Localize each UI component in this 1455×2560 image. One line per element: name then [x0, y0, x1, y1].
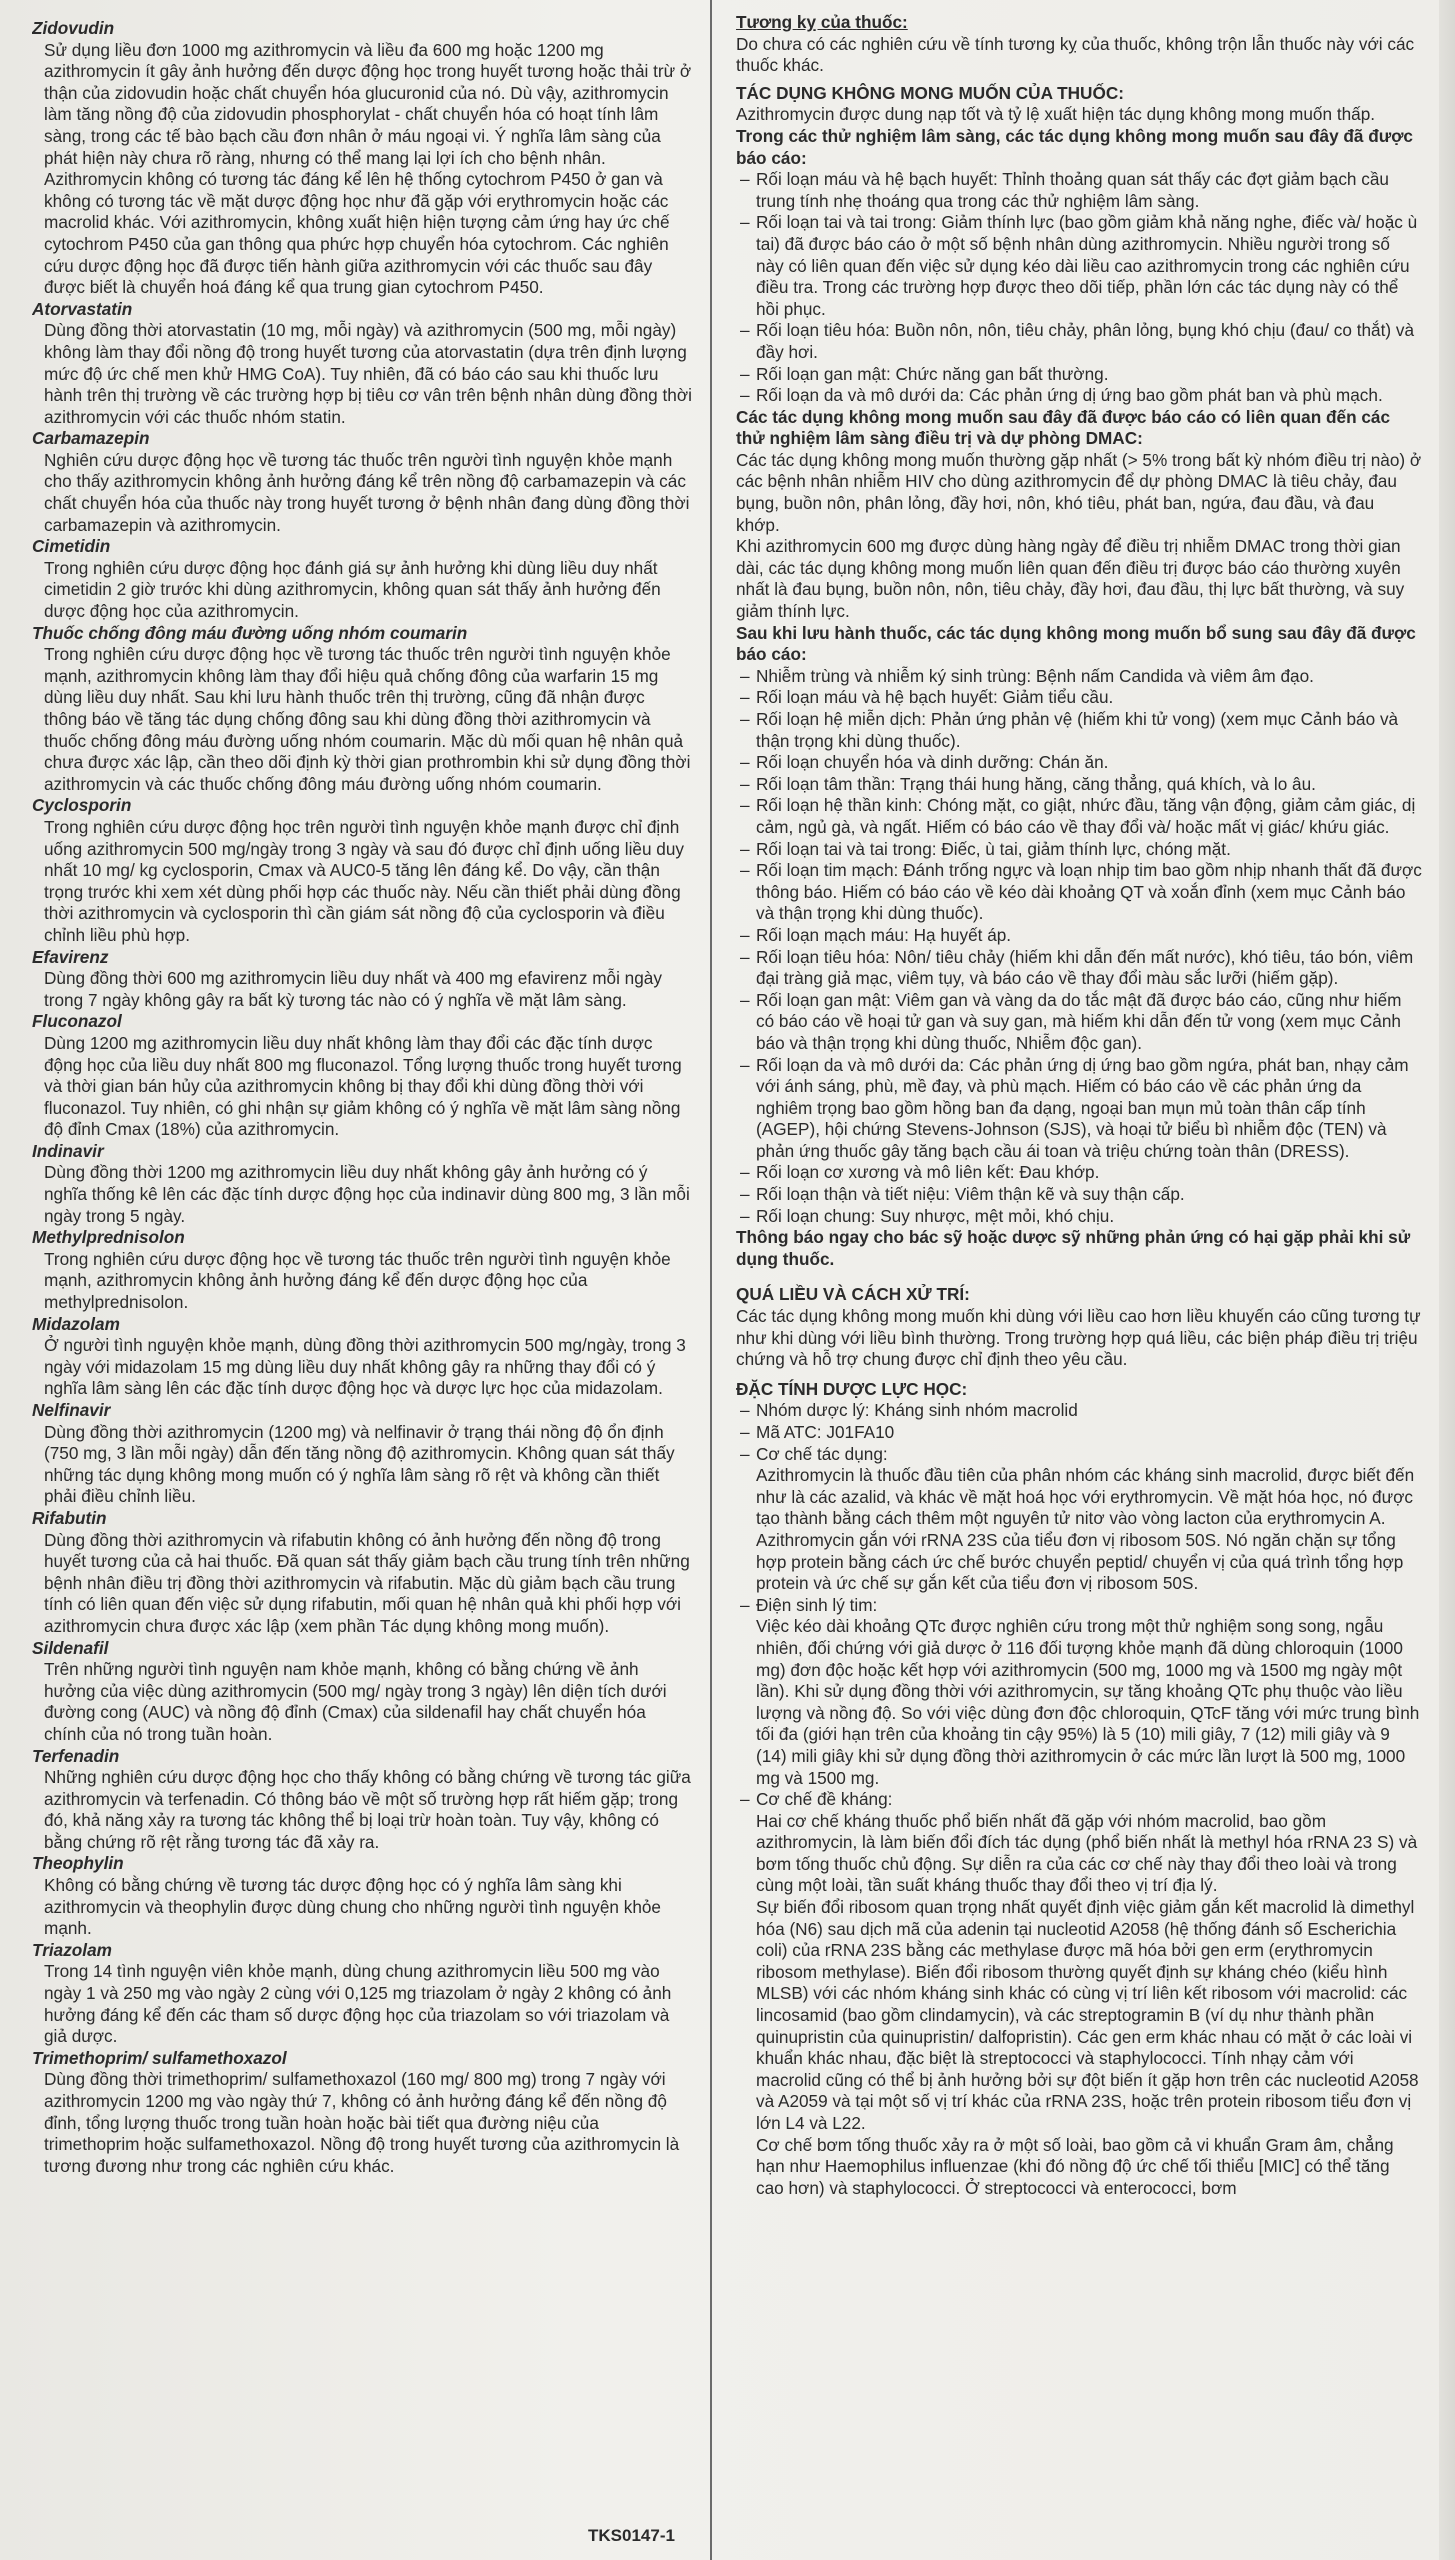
dmac-subheading: Các tác dụng không mong muốn sau đây đã được báo cáo có liên quan đến các thử nghiệm lâm sàng điều trị và dự phòng DMAC:	[736, 406, 1391, 449]
dmac-text-1: Các tác dụng không mong muốn thường gặp nhất (> 5% trong bất kỳ nhóm điều trị nào) ở các bệnh nhân nhiễm HIV cho dùng azithromycin để dự phòng DMAC là tiêu chảy, đau bụng, buồn nôn, phân lỏng, đầy hơi, nôn, khó tiêu, phát ban, ngứa, đau đầu, và đau khớp.	[736, 449, 1422, 535]
drug-text: Dùng đồng thời 600 mg azithromycin liều duy nhất và 400 mg efavirenz mỗi ngày trong 7 ngày không gây ra bất kỳ tương tác nào có ý nghĩa về mặt lâm sàng.	[44, 968, 662, 1010]
drug-text: Không có bằng chứng về tương tác dược động học có ý nghĩa lâm sàng khi azithromycin và theophylin được dùng chung cho những người tình nguyện khỏe mạnh.	[44, 1875, 661, 1939]
adverse-effects-intro: Azithromycin được dung nạp tốt và tỷ lệ xuất hiện tác dụng không mong muốn thấp.	[736, 104, 1376, 125]
drug-heading: Carbamazepin	[32, 428, 150, 449]
interaction-midazolam	[32, 1314, 692, 1400]
interaction-trimethoprim	[32, 2048, 692, 2178]
list-item: – Rối loạn da và mô dưới da: Các phản ứng dị ứng bao gồm phát ban và phù mạch.	[736, 385, 1422, 407]
list-item: – Nhóm dược lý: Kháng sinh nhóm macrolid	[736, 1400, 1422, 1422]
drug-heading: Cyclosporin	[32, 795, 132, 816]
electrophysiology-text: Việc kéo dài khoảng QTc được nghiên cứu trong một thử nghiệm song song, ngẫu nhiên, đối chứng với giả dược ở 116 đối tượng khỏe mạnh đã dùng chloroquin (1000 mg) đơn độc hoặc kết hợp với azithromycin (500 mg, 1000 mg và 1500 mg ngày một lần). Khi sử dụng đồng thời với azithromycin, sự tăng khoảng QTc phụ thuộc vào liều lượng và nồng độ. So với việc dùng đơn độc chloroquin, QTcF tăng với mức trung bình tối đa (giới hạn trên của khoảng tin cậy 95%) là 5 (10) mili giây, 7 (12) mili giây và 9 (14) mili giây khi sử dụng đồng thời azithromycin ở các mức lần lượt là 500 mg, 1000 mg và 1500 mg.	[756, 1616, 1420, 1788]
drug-heading: Sildenafil	[32, 1637, 109, 1658]
list-item: – Rối loạn thận và tiết niệu: Viêm thận kẽ và suy thận cấp.	[736, 1184, 1422, 1206]
interaction-cyclosporin	[32, 795, 692, 946]
drug-heading: Triazolam	[32, 1939, 112, 1960]
drug-heading: Indinavir	[32, 1140, 104, 1161]
drug-heading: Theophylin	[32, 1853, 124, 1874]
document-code: TKS0147-1	[588, 2526, 675, 2545]
list-item: – Rối loạn tai và tai trong: Điếc, ù tai, giảm thính lực, chóng mặt.	[736, 839, 1422, 861]
resistance-text-1: Hai cơ chế kháng thuốc phổ biến nhất đã gặp với nhóm macrolid, bao gồm azithromycin, là làm biến đổi đích tác dụng (phổ biến nhất là methyl hóa rRNA 23 S) và bơm tống thuốc chủ động. Sự diễn ra của các cơ chế này thay đổi theo loài và trong cùng một loài, tần suất kháng thuốc thay đổi theo vị trí địa lý.	[756, 1810, 1418, 1896]
list-item: – Rối loạn da và mô dưới da: Các phản ứng dị ứng bao gồm ngứa, phát ban, nhạy cảm với ánh sáng, phù, mề đay, và phù mạch. Hiếm có báo cáo về các phản ứng da nghiêm trọng bao gồm hồng ban đa dạng, ngoại ban mụn mủ toàn thân cấp tính (AGEP), hội chứng Stevens-Johnson (SJS), và hoại tử biểu bì nhiễm độc (TEN) và phản ứng thuốc gây tăng bạch cầu ái toan và triệu chứng toàn thân (DRESS).	[736, 1055, 1422, 1163]
interaction-fluconazol	[32, 1011, 692, 1141]
resistance-text-3: Cơ chế bơm tống thuốc xảy ra ở một số loài, bao gồm cả vi khuẩn Gram âm, chẳng hạn như Haemophilus influenzae (khi đó nồng độ ức chế tối thiểu [MIC] có thể tăng cao hơn) và staphylococci. Ở streptococci và enterococci, bơm	[756, 2134, 1394, 2198]
interaction-atorvastatin	[32, 299, 692, 429]
pharmacodynamics-heading: ĐẶC TÍNH DƯỢC LỰC HỌC:	[736, 1378, 968, 1399]
drug-text: Trong 14 tình nguyện viên khỏe mạnh, dùng chung azithromycin liều 500 mg vào ngày 1 và 250 mg vào ngày 2 cùng với 0,125 mg triazolam ở ngày 2 không có ảnh hưởng đáng kể đến các tham số dược động học của triazolam so với triazolam và giả dược.	[44, 1961, 672, 2047]
adverse-effects-heading: TÁC DỤNG KHÔNG MONG MUỐN CỦA THUỐC:	[736, 82, 1124, 103]
electrophysiology-list	[736, 1595, 1422, 1617]
drug-heading: Terfenadin	[32, 1745, 120, 1766]
drug-text: Trong nghiên cứu dược động học về tương tác thuốc trên người tình nguyện khỏe mạnh, azithromycin không ảnh hưởng đáng kể đến dược động học của methylprednisolon.	[44, 1248, 671, 1313]
drug-text: Dùng đồng thời 1200 mg azithromycin liều duy nhất không gây ảnh hưởng có ý nghĩa thống kê lên các đặc tính dược động học của indinavir dùng 800 mg, 3 lần mỗi ngày trong 5 ngày.	[44, 1162, 690, 1226]
mechanism-text-1: Azithromycin là thuốc đầu tiên của phân nhóm các kháng sinh macrolid, được biết đến như là các azalid, và khác về mặt hoá học với erythromycin. Về mặt hóa học, nó được tạo thành bằng cách thêm một nguyên tử nitơ vào vòng lacton của erythromycin A.	[756, 1465, 1415, 1529]
column-divider	[710, 0, 712, 2560]
drug-heading: Trimethoprim/ sulfamethoxazol	[32, 2047, 287, 2068]
resistance-text-2: Sự biến đổi ribosom quan trọng nhất quyết định việc giảm gắn kết macrolid là dimethyl hóa (N6) sau dịch mã của adenin tại nucleotid A2058 (hệ thống đánh số Escherichia coli) của rRNA 23S bằng các methylase được mã hóa bởi gen erm (erythromycin ribosom methylase). Biến đổi ribosom thường quyết định sự kháng chéo (kiểu hình MLSB) với các nhóm kháng sinh khác có cùng vị trí liên kết ribosom với macrolid: các lincosamid (bao gồm clindamycin), và các streptogramin B (ví dụ như thành phần quinupristin của quinupristin/ dalfopristin). Các gen erm khác nhau có mặt ở các loài vi khuẩn khác nhau, đặc biệt là streptococci và staphylococci. Tính nhạy cảm với macrolid cũng có thể bị ảnh hưởng bởi sự đột biến ít gặp hơn trên các nucleotid A2058 và A2059 và tại một số vị trí khác của rRNA 23S, hoặc trên protein ribosom tiểu đơn vị lớn L4 và L22.	[756, 1897, 1419, 2133]
resistance-list	[736, 1789, 1422, 1811]
list-item: – Rối loạn tiêu hóa: Nôn/ tiêu chảy (hiếm khi dẫn đến mất nước), khó tiêu, táo bón, viêm đại tràng giả mạc, viêm tụy, và báo cáo về thay đổi màu sắc lưỡi (hiếm gặp).	[736, 947, 1422, 990]
drug-heading: Zidovudin	[32, 18, 115, 38]
drug-heading: Rifabutin	[32, 1507, 107, 1528]
drug-text: Dùng đồng thời trimethoprim/ sulfamethoxazol (160 mg/ 800 mg) trong 7 ngày với azithromycin 1200 mg vào ngày thứ 7, không có ảnh hưởng đáng kể đến nồng độ đỉnh, tổng lượng thuốc trong tuần hoàn hoặc bài tiết qua đường niệu của trimethoprim hoặc sulfamethoxazol. Nồng độ trong huyết tương của azithromycin là tương đương như trong các nghiên cứu khác.	[44, 2069, 680, 2176]
left-column	[32, 18, 692, 2508]
list-item: – Rối loạn chuyển hóa và dinh dưỡng: Chán ăn.	[736, 752, 1422, 774]
drug-text: Dùng 1200 mg azithromycin liều duy nhất không làm thay đổi các đặc tính dược động học của liều duy nhất 800 mg fluconazol. Tổng lượng thuốc trong huyết tương và thời gian bán hủy của azithromycin không bị thay đổi khi dùng đồng thời với fluconazol. Tuy nhiên, có ghi nhận sự giảm không có ý nghĩa về mặt lâm sàng nồng độ đỉnh Cmax (18%) của azithromycin.	[44, 1032, 682, 1140]
list-item: – Rối loạn gan mật: Viêm gan và vàng da do tắc mật đã được báo cáo, cũng như hiếm có báo cáo về hoại tử gan và suy gan, mà hiếm khi dẫn đến tử vong (xem mục Cảnh báo và thận trọng khi dùng thuốc, Nhiễm độc gan).	[736, 990, 1422, 1055]
list-item: – Rối loạn máu và hệ bạch huyết: Thỉnh thoảng quan sát thấy các đợt giảm bạch cầu trung tính nhẹ thoáng qua trong các thử nghiệm lâm sàng.	[736, 169, 1422, 212]
drug-text: Những nghiên cứu dược động học cho thấy không có bằng chứng về tương tác giữa azithromycin và terfenadin. Có thông báo về một số trường hợp rất hiếm gặp; trong đó, khả năng xảy ra tương tác không thể bị loại trừ hoàn toàn. Tuy vậy, không có bằng chứng rõ rệt rằng tương tác đã xảy ra.	[44, 1767, 691, 1852]
pharmacodynamics-list	[736, 1400, 1422, 1465]
list-item: – Cơ chế tác dụng:	[736, 1444, 1422, 1466]
trials-list	[736, 169, 1422, 407]
interaction-cimetidin	[32, 536, 692, 622]
list-item: – Rối loạn máu và hệ bạch huyết: Giảm tiểu cầu.	[736, 687, 1422, 709]
interaction-sildenafil	[32, 1638, 692, 1746]
drug-text: Trong nghiên cứu dược động học về tương tác thuốc trên người tình nguyện khỏe mạnh, azithromycin không làm thay đổi hiệu quả chống đông của warfarin 15 mg dùng liều duy nhất. Sau khi lưu hành thuốc trên thị trường, cũng đã nhận được thông báo về tăng tác dụng chống đông sau khi dùng đồng thời azithromycin và thuốc chống đông máu đường uống nhóm coumarin. Mặc dù mối quan hệ nhân quả chưa được xác lập, cần theo dõi định kỳ thời gian prothrombin khi sử dụng đồng thời azithromycin và các thuốc chống đông máu đường uống nhóm coumarin.	[44, 644, 691, 794]
incompatibility-text: Do chưa có các nghiên cứu về tính tương kỵ của thuốc, không trộn lẫn thuốc này với các thuốc khác.	[736, 33, 1415, 76]
incompatibility-heading: Tương kỵ của thuốc:	[736, 12, 908, 32]
notice-text: Thông báo ngay cho bác sỹ hoặc dược sỹ những phản ứng có hại gặp phải khi sử dụng thuốc.	[736, 1227, 1411, 1269]
interaction-efavirenz	[32, 947, 692, 1012]
overdose-heading: QUÁ LIỀU VÀ CÁCH XỬ TRÍ:	[736, 1284, 970, 1305]
drug-text: Dùng đồng thời atorvastatin (10 mg, mỗi ngày) và azithromycin (500 mg, mỗi ngày) không làm thay đổi nồng độ trong huyết tương của atorvastatin (dựa trên định lượng mức độ ức chế men khử HMG CoA). Tuy nhiên, đã có báo cáo sau khi thuốc lưu hành trên thị trường về các trường hợp bị tiêu cơ vân trên bệnh nhân dùng đồng thời azithromycin với các thuốc nhóm statin.	[44, 320, 692, 427]
interaction-indinavir	[32, 1141, 692, 1227]
interaction-methylprednisolon	[32, 1227, 692, 1313]
interaction-terfenadin	[32, 1746, 692, 1854]
right-column	[736, 12, 1422, 2547]
drug-text: Dùng đồng thời azithromycin (1200 mg) và nelfinavir ở trạng thái nồng độ ổn định (750 mg, 3 lần mỗi ngày) dẫn đến tăng nồng độ azithromycin. Không quan sát thấy những tác dụng không mong muốn có ý nghĩa lâm sàng rõ rệt và không cần thiết phải điều chỉnh liều.	[44, 1421, 675, 1507]
list-item: – Rối loạn hệ miễn dịch: Phản ứng phản vệ (hiếm khi tử vong) (xem mục Cảnh báo và thận trọng khi dùng thuốc).	[736, 709, 1422, 752]
interaction-rifabutin	[32, 1508, 692, 1638]
list-item: – Rối loạn mạch máu: Hạ huyết áp.	[736, 925, 1422, 947]
drug-heading: Thuốc chống đông máu đường uống nhóm coumarin	[32, 622, 468, 643]
page-edge	[1439, 0, 1455, 2560]
drug-heading: Methylprednisolon	[32, 1227, 185, 1248]
drug-text: Trong nghiên cứu dược động học đánh giá sự ảnh hưởng khi dùng liều duy nhất cimetidin 2 giờ trước khi dùng azithromycin, không quan sát thấy ảnh hưởng đến dược động học của azithromycin.	[44, 557, 661, 622]
list-item: – Nhiễm trùng và nhiễm ký sinh trùng: Bệnh nấm Candida và viêm âm đạo.	[736, 666, 1422, 688]
list-item: – Điện sinh lý tim:	[736, 1595, 1422, 1617]
interaction-triazolam	[32, 1940, 692, 2048]
drug-text: Trong nghiên cứu dược động học trên người tình nguyện khỏe mạnh được chỉ định uống azithromycin 500 mg/ngày trong 3 ngày và sau đó được chỉ định uống liều duy nhất 10 mg/ kg cyclosporin, Cmax và AUC0-5 tăng lên đáng kể. Do vậy, cần thận trọng trước khi xem xét dùng phối hợp các thuốc này. Nếu cần thiết phải dùng đồng thời azithromycin và cyclosporin thì cần giám sát nồng độ của cyclosporin và điều chỉnh liều phù hợp.	[44, 816, 685, 945]
interaction-carbamazepin	[32, 428, 692, 536]
list-item: – Rối loạn cơ xương và mô liên kết: Đau khớp.	[736, 1162, 1422, 1184]
postmarketing-list	[736, 666, 1422, 1227]
interaction-nelfinavir	[32, 1400, 692, 1508]
list-item: – Mã ATC: J01FA10	[736, 1422, 1422, 1444]
drug-text: Dùng đồng thời azithromycin và rifabutin không có ảnh hưởng đến nồng độ trong huyết tương của cả hai thuốc. Đã quan sát thấy giảm bạch cầu trung tính trên những bệnh nhân điều trị đồng thời azithromycin và rifabutin. Mặc dù giảm bạch cầu trung tính có liên quan đến việc sử dụng rifabutin, mối quan hệ nhân quả khi phối hợp với azithromycin chưa được xác lập (xem phần Tác dụng không mong muốn).	[44, 1529, 690, 1636]
drug-heading: Midazolam	[32, 1313, 120, 1334]
dmac-text-2: Khi azithromycin 600 mg được dùng hàng ngày để điều trị nhiễm DMAC trong thời gian dài, các tác dụng không mong muốn liên quan đến điều trị được báo cáo thường xuyên nhất là đau bụng, buồn nôn, nôn, tiêu chảy, đầy hơi, đau đầu, thị lực bất thường, và suy giảm thính lực.	[736, 536, 1405, 622]
interaction-coumarin	[32, 623, 692, 796]
list-item: – Cơ chế đề kháng:	[736, 1789, 1422, 1811]
list-item: – Rối loạn hệ thần kinh: Chóng mặt, co giật, nhức đầu, tăng vận động, giảm cảm giác, dị cảm, ngủ gà, và ngất. Hiếm có báo cáo về thay đổi và/ hoặc mất vị giác/ khứu giác.	[736, 795, 1422, 838]
list-item: – Rối loạn tâm thần: Trạng thái hung hăng, căng thẳng, quá khích, và lo âu.	[736, 774, 1422, 796]
drug-heading: Cimetidin	[32, 536, 111, 557]
list-item: – Rối loạn tiêu hóa: Buồn nôn, nôn, tiêu chảy, phân lỏng, bụng khó chịu (đau/ co thắt) và đầy hơi.	[736, 320, 1422, 363]
overdose-text: Các tác dụng không mong muốn khi dùng với liều cao hơn liều khuyến cáo cũng tương tự như khi dùng với liều bình thường. Trong trường hợp quá liều, các biện pháp điều trị triệu chứng và hỗ trợ chung được chỉ định theo yêu cầu.	[736, 1306, 1421, 1370]
drug-heading: Efavirenz	[32, 946, 109, 967]
drug-text: Trên những người tình nguyện nam khỏe mạnh, không có bằng chứng về ảnh hưởng của việc dùng azithromycin (500 mg/ ngày trong 3 ngày) lên diện tích dưới đường cong (AUC) và nồng độ đỉnh (Cmax) của sildenafil hay chất chuyển hóa chính của nó trong tuần hoàn.	[44, 1659, 667, 1744]
drug-text: Ở người tình nguyện khỏe mạnh, dùng đồng thời azithromycin 500 mg/ngày, trong 3 ngày với midazolam 15 mg dùng liều duy nhất không gây ra những thay đổi có ý nghĩa lâm sàng lên các đặc tính dược động học và dược lực học của midazolam.	[44, 1335, 686, 1399]
mechanism-text-2: Azithromycin gắn với rRNA 23S của tiểu đơn vị ribosom 50S. Nó ngăn chặn sự tổng hợp protein bằng cách ức chế bước chuyển peptid/ chuyển vị của quá trình tổng hợp protein và ức chế sự gắn kết của tiểu đơn vị ribosom 50S.	[756, 1529, 1404, 1594]
postmarketing-subheading: Sau khi lưu hành thuốc, các tác dụng không mong muốn bổ sung sau đây đã được báo cáo:	[736, 622, 1416, 665]
interaction-theophylin	[32, 1853, 692, 1939]
drug-text: Sử dụng liều đơn 1000 mg azithromycin và liều đa 600 mg hoặc 1200 mg azithromycin ít gây ảnh hưởng đến dược động học trong huyết tương hoặc thải trừ ở thận của zidovudin hoặc chất chuyển hóa glucuronid của nó. Dù vậy, azithromycin làm tăng nồng độ của zidovudin phosphorylat - chất chuyển hóa có hoạt tính lâm sàng, trong các tế bào bạch cầu đơn nhân ở máu ngoại vi. Ý nghĩa lâm sàng của phát hiện này chưa rõ ràng, nhưng có thể mang lại lợi ích cho bệnh nhân. Azithromycin không có tương tác đáng kể lên hệ thống cytochrom P450 ở gan và không có tương tác về mặt dược động học như đã gặp với erythromycin hoặc các macrolid khác. Với azithromycin, không xuất hiện hiện tượng cảm ứng hay ức chế cytochrom P450 của gan thông qua phức hợp chuyển hóa cytochrom. Các nghiên cứu dược động học đã được tiến hành giữa azithromycin với các thuốc sau đây được biết là chuyển hoá đáng kể qua trung gian cytochrom P450.	[44, 39, 692, 298]
list-item: – Rối loạn chung: Suy nhược, mệt mỏi, khó chịu.	[736, 1206, 1422, 1228]
interaction-zidovudin	[32, 18, 692, 299]
list-item: – Rối loạn tai và tai trong: Giảm thính lực (bao gồm giảm khả năng nghe, điếc và/ hoặc ù tai) đã được báo cáo ở một số bệnh nhân dùng azithromycin. Nhiều người trong số này có liên quan đến việc sử dụng kéo dài liều cao azithromycin trong các nghiên cứu điều tra. Trong các trường hợp được theo dõi tiếp, phần lớn các tác dụng này có thể hồi phục.	[736, 212, 1422, 320]
list-item: – Rối loạn tim mạch: Đánh trống ngực và loạn nhịp tim bao gồm nhịp nhanh thất đã được thông báo. Hiếm có báo cáo về kéo dài khoảng QT và xoắn đỉnh (xem mục Cảnh báo và thận trọng khi dùng thuốc).	[736, 860, 1422, 925]
list-item: – Rối loạn gan mật: Chức năng gan bất thường.	[736, 364, 1422, 386]
drug-heading: Fluconazol	[32, 1011, 122, 1032]
drug-text: Nghiên cứu dược động học về tương tác thuốc trên người tình nguyện khỏe mạnh cho thấy azithromycin không ảnh hưởng đáng kể trên nồng độ carbamazepin và các chất chuyển hóa của thuốc này trong huyết tương ở bệnh nhân đang dùng đồng thời carbamazepin và azithromycin.	[44, 449, 690, 535]
drug-heading: Nelfinavir	[32, 1400, 111, 1420]
drug-heading: Atorvastatin	[32, 298, 133, 319]
trials-subheading: Trong các thử nghiệm lâm sàng, các tác dụng không mong muốn sau đây đã được báo cáo:	[736, 125, 1413, 168]
